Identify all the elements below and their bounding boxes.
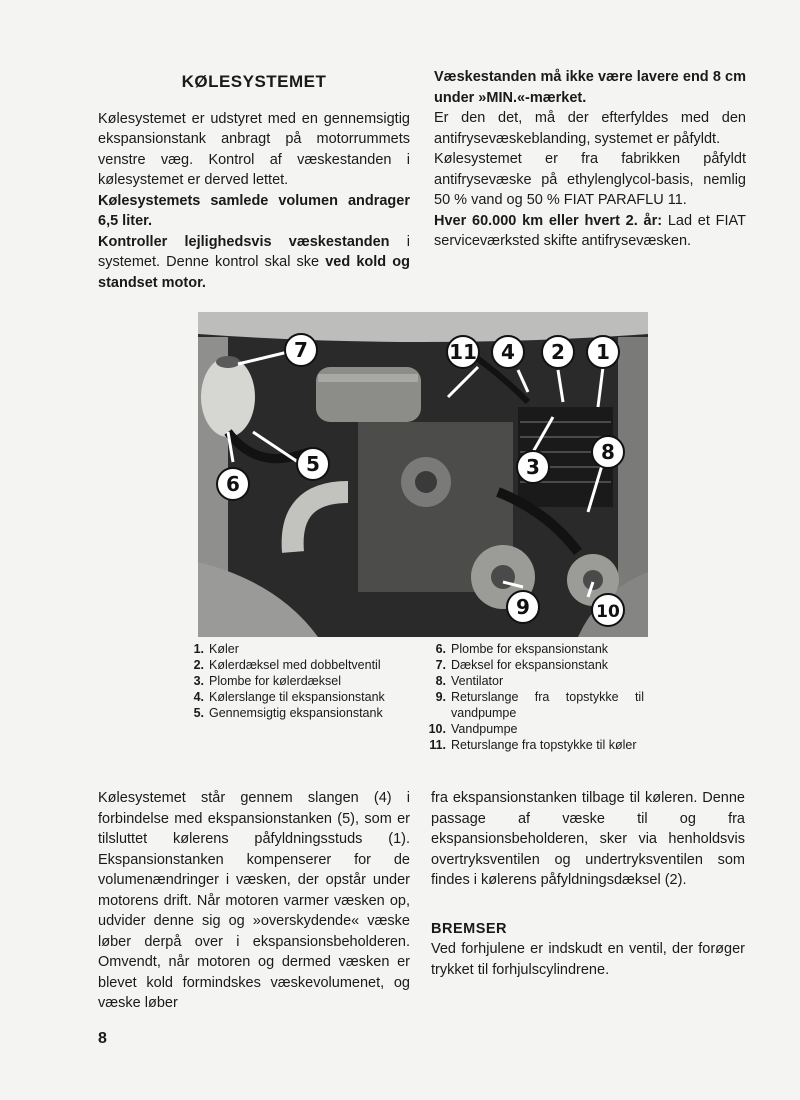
paragraph-service: [434, 211, 746, 252]
legend-item: [186, 657, 411, 673]
legend-text: Returslange fra topstykke til køler: [451, 738, 637, 752]
callout-3-label: 3: [526, 455, 540, 479]
legend-item: [186, 689, 411, 705]
check-bold-tail: ved kold og standset motor.: [98, 254, 410, 291]
legend-text: Returslange fra topstykke til vandpumpe: [451, 690, 644, 720]
legend-text: Køler: [209, 642, 239, 656]
callout-4-label: 4: [501, 340, 515, 364]
column-top-right: [434, 67, 746, 252]
paragraph-expansion: Kølesystemet står gennem slangen (4) i forbindelse med ekspansionstanken (5), som er tilsluttet kølerens påfyldningsstuds (1). Ekspansionstanken kompenserer for de volumenændringer i væsken, der opstår under motorens drift. Når motoren varmer væsken op, udvider denne sig og »overskydende« væske løber derpå over i ekspansionsbeholderen. Omvendt, når motoren og dermed væsken er blevet kold formindskes væskevolumenet, og væske løber: [98, 790, 410, 1011]
legend-number: 6.: [435, 642, 446, 656]
paragraph-min-level: Væskestanden må ikke være lavere end 8 cm under »MIN.«-mærket.: [434, 69, 746, 106]
callout-2: [542, 336, 574, 368]
check-bold-lead: Kontroller lejlighedsvis væskestanden: [98, 233, 390, 250]
check-text: i systemet. Denne kontrol skal ske: [98, 233, 410, 270]
legend-text: Plombe for kølerdæksel: [209, 674, 341, 688]
callout-8-label: 8: [601, 440, 615, 464]
bremser-heading: BREMSER: [431, 920, 508, 937]
legend-text: Dæksel for ekspansionstank: [451, 658, 609, 672]
paragraph-antifreeze: Kølesystemet er fra fabrikken påfyldt antifrysevæske på ethylenglycol-basis, nemlig 50 % vand og 50 % FIAT PARAFLU 11.: [434, 151, 746, 208]
legend-item: [428, 673, 644, 689]
legend-text: Vandpumpe: [451, 722, 518, 736]
legend-number: 2.: [193, 658, 204, 672]
engine-photo: [198, 312, 648, 637]
callout-6: [217, 468, 249, 500]
legend-number: 11.: [429, 738, 446, 752]
legend-number: 5.: [193, 706, 204, 720]
paragraph-return: fra ekspansionstanken tilbage til køleren. Denne passage af væske til og fra ekspansionsbeholderen, sker via henholdsvis overtryksventilen og undertryksventilen som findes i kølerens påfyldningsdæksel (2).: [431, 790, 745, 888]
column-bottom-left: [98, 788, 410, 1014]
callout-9-label: 9: [516, 595, 530, 619]
callout-2-label: 2: [551, 340, 565, 364]
service-bold-lead: Hver 60.000 km eller hvert 2. år:: [434, 212, 663, 229]
callout-11: [447, 336, 479, 368]
section-title: KØLESYSTEMET: [181, 72, 327, 91]
legend-number: 8.: [435, 674, 446, 688]
legend-number: 3.: [193, 674, 204, 688]
legend-item: [186, 641, 411, 657]
legend-number: 1.: [193, 642, 204, 656]
legend-number: 10.: [428, 722, 446, 736]
callout-3: [517, 451, 549, 483]
paragraph-check: [98, 232, 410, 294]
callout-10: [592, 594, 624, 626]
legend-item: [428, 737, 644, 753]
legend-item: [428, 657, 644, 673]
page-number: 8: [98, 1030, 107, 1047]
column-top-left: [98, 67, 410, 293]
legend-text: Gennemsigtig ekspansionstank: [209, 706, 383, 720]
legend-number: 9.: [435, 690, 446, 704]
callout-1-label: 1: [596, 340, 610, 364]
callout-10-label: 10: [596, 602, 620, 622]
callout-1: [587, 336, 619, 368]
callout-11-label: 11: [449, 340, 477, 364]
legend-item: [428, 641, 644, 657]
column-bottom-right: [431, 788, 745, 980]
legend-item: [186, 705, 411, 721]
legend-number: 7.: [435, 658, 446, 672]
service-text: Lad et FIAT serviceværksted skifte antifrysevæsken.: [434, 212, 746, 249]
legend-right: [428, 641, 644, 753]
callout-8: [592, 436, 624, 468]
callout-9: [507, 591, 539, 623]
legend-item: [428, 721, 644, 737]
callout-7-label: 7: [294, 338, 308, 362]
legend-text: Kølerdæksel med dobbeltventil: [209, 658, 381, 672]
callout-5: [297, 448, 329, 480]
legend-item: [428, 689, 644, 721]
legend-left: [186, 641, 411, 721]
callout-6-label: 6: [226, 472, 240, 496]
legend-text: Kølerslange til ekspansionstank: [209, 690, 385, 704]
callout-5-label: 5: [306, 452, 320, 476]
legend-number: 4.: [193, 690, 204, 704]
paragraph-volume: Kølesystemets samlede volumen andrager 6,5 liter.: [98, 192, 410, 229]
callout-4: [492, 336, 524, 368]
legend-text: Ventilator: [451, 674, 504, 688]
paragraph-bremser: Ved forhjulene er indskudt en ventil, der forøger trykket til forhjulscylindrene.: [431, 941, 745, 978]
legend-text: Plombe for ekspansionstank: [451, 642, 609, 656]
legend-item: [186, 673, 411, 689]
paragraph-refill: Er den det, må der efterfyldes med den antifrysevæskeblanding, systemet er påfyldt.: [434, 110, 746, 147]
callout-7: [285, 334, 317, 366]
paragraph-intro: Kølesystemet er udstyret med en gennemsigtig ekspansionstank anbragt på motorrummets venstre væg. Kontrol af væskestanden i kølesystemet er derved lettet.: [98, 110, 410, 188]
